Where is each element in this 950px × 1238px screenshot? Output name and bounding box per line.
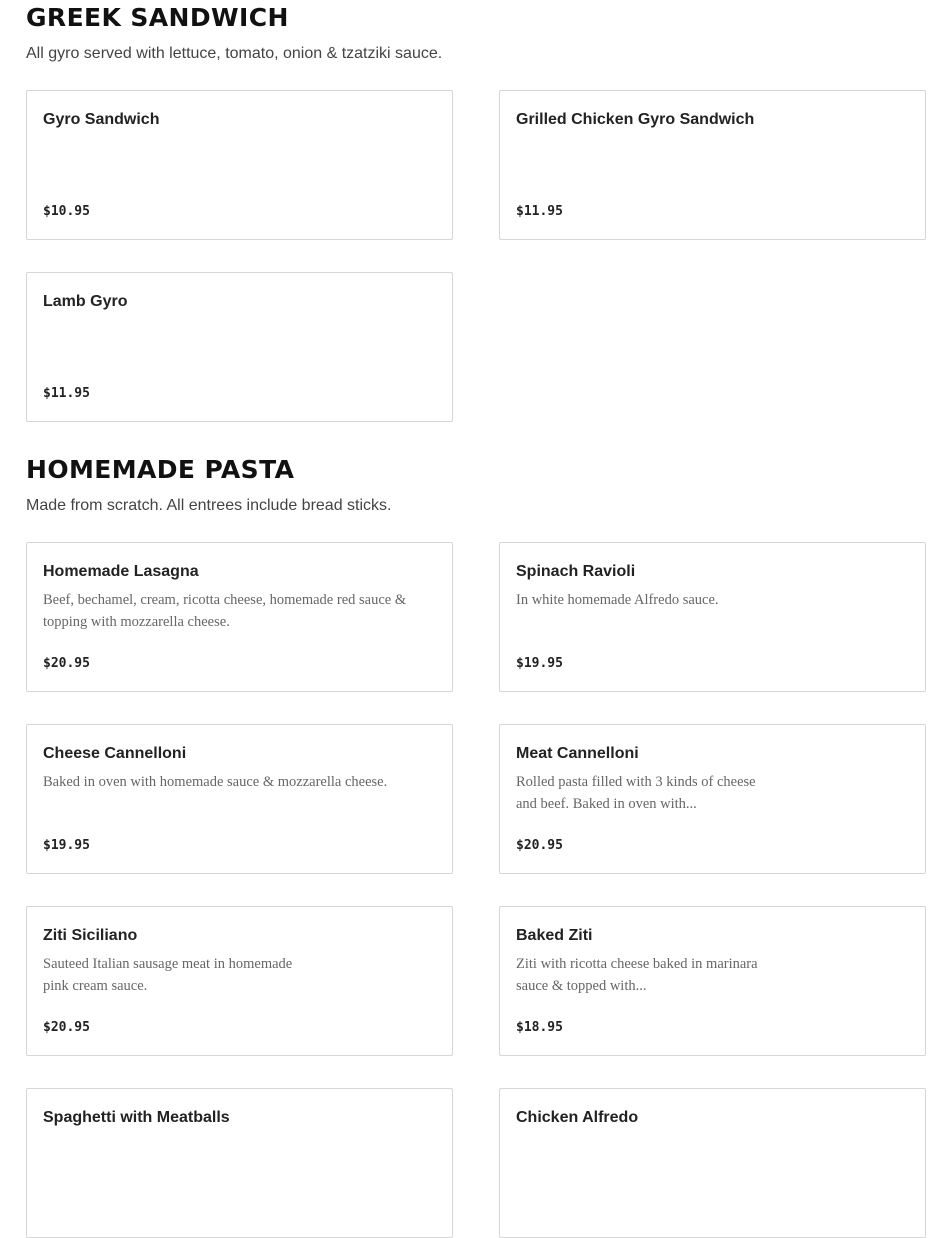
menu-item-name: Spinach Ravioli — [516, 563, 636, 580]
menu-item-description: Beef, bechamel, cream, ricotta cheese, homemade red sauce & topping with mozzarella cheese. — [43, 592, 407, 630]
menu-item-card[interactable] — [499, 90, 926, 240]
menu-item-card[interactable] — [499, 906, 926, 1056]
menu-item-description: Rolled pasta filled with 3 kinds of cheese and beef. Baked in oven with... — [516, 774, 756, 812]
menu-item-price: $19.95 — [43, 838, 90, 853]
menu-item-card[interactable] — [26, 272, 453, 422]
menu-item-description: Sauteed Italian sausage meat in homemade pink cream sauce. — [43, 956, 293, 994]
menu-item-name: Homemade Lasagna — [43, 563, 199, 580]
menu-item-card[interactable] — [26, 906, 453, 1056]
menu-item-price: $19.95 — [516, 656, 563, 671]
menu-item-price: $10.95 — [43, 204, 90, 219]
menu-item-price: $11.95 — [43, 386, 90, 401]
menu-item-card[interactable] — [499, 542, 926, 692]
section-title: GREEK SANDWICH — [26, 3, 289, 32]
section-title: HOMEMADE PASTA — [26, 455, 295, 484]
menu-item-description: In white homemade Alfredo sauce. — [516, 592, 719, 608]
menu-item-card[interactable] — [499, 1088, 926, 1238]
menu-item-card[interactable] — [26, 1088, 453, 1238]
menu-item-description: Ziti with ricotta cheese baked in marinara sauce & topped with... — [516, 956, 758, 994]
menu-item-price: $18.95 — [516, 1020, 563, 1035]
menu-item-card[interactable] — [26, 542, 453, 692]
menu-item-price: $20.95 — [516, 838, 563, 853]
menu-item-price: $20.95 — [43, 656, 90, 671]
menu-item-description: Baked in oven with homemade sauce & mozzarella cheese. — [43, 774, 388, 790]
menu-item-card[interactable] — [26, 724, 453, 874]
menu-item-name: Spaghetti with Meatballs — [43, 1109, 230, 1126]
menu-item-name: Chicken Alfredo — [516, 1109, 639, 1126]
menu-item-card[interactable] — [499, 724, 926, 874]
menu-item-name: Baked Ziti — [516, 927, 593, 944]
section-description: All gyro served with lettuce, tomato, onion & tzatziki sauce. — [26, 45, 443, 62]
menu-item-name: Meat Cannelloni — [516, 745, 639, 762]
menu-item-name: Gyro Sandwich — [43, 111, 160, 128]
menu-item-name: Lamb Gyro — [43, 293, 128, 310]
menu-item-price: $20.95 — [43, 1020, 90, 1035]
menu-item-card[interactable] — [26, 90, 453, 240]
menu-item-name: Grilled Chicken Gyro Sandwich — [516, 111, 755, 128]
menu-item-price: $11.95 — [516, 204, 563, 219]
menu-item-name: Ziti Siciliano — [43, 927, 138, 944]
menu-item-name: Cheese Cannelloni — [43, 745, 187, 762]
section-description: Made from scratch. All entrees include bread sticks. — [26, 497, 392, 514]
